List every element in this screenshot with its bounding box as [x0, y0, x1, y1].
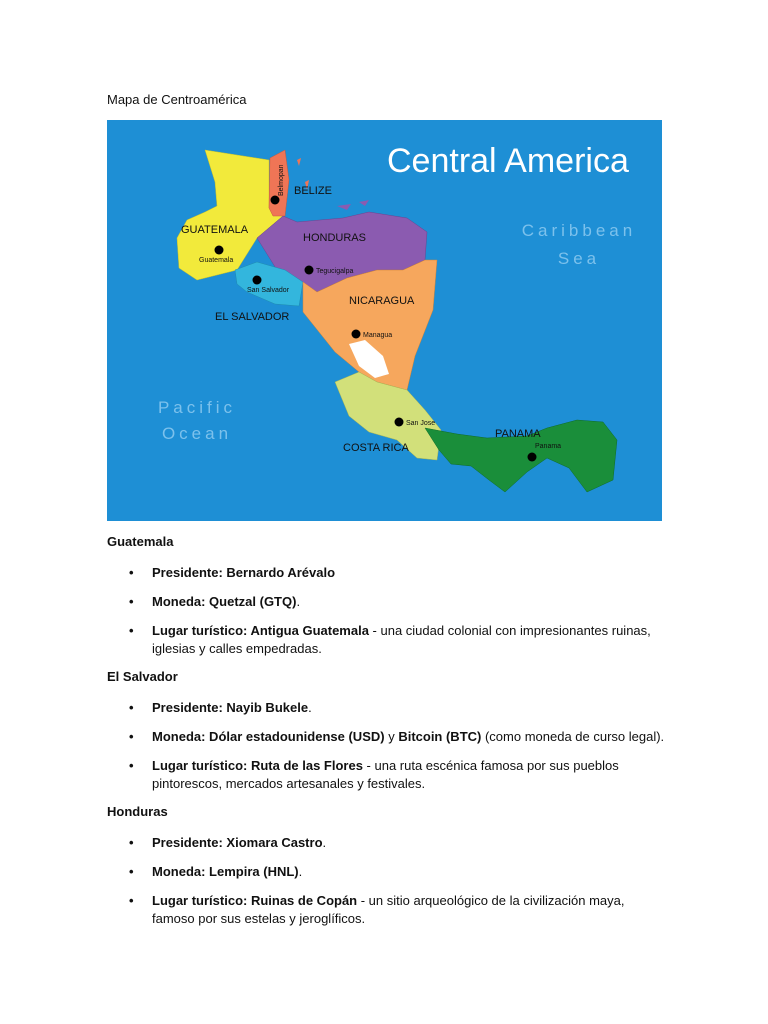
nicaragua-label: NICARAGUA — [349, 295, 415, 307]
country-heading: Honduras — [107, 804, 168, 819]
fact-label: Moneda: Dólar estadounidense (USD) — [152, 729, 385, 744]
honduras-label: HONDURAS — [303, 232, 366, 244]
bay-islands — [337, 200, 369, 210]
fact-label: Presidente: Nayib Bukele — [152, 700, 309, 715]
country-heading: El Salvador — [107, 669, 178, 684]
list-item — [107, 699, 667, 717]
page-title: Mapa de Centroamérica — [107, 92, 247, 107]
belize-label: BELIZE — [294, 185, 332, 197]
fact-label: Lugar turístico: Ruta de las Flores — [152, 758, 363, 773]
list-item — [107, 622, 667, 658]
fact-text: . — [298, 864, 303, 879]
list-item — [107, 834, 667, 852]
caribbean-label-2: Sea — [557, 249, 601, 268]
panama-city-dot — [528, 453, 537, 462]
list-item — [107, 757, 667, 793]
pacific-label-2: Ocean — [161, 424, 233, 443]
pacific-label-1: Pacific — [157, 398, 237, 417]
list-item — [107, 728, 667, 746]
caribbean-label-1: Caribbean — [521, 221, 637, 240]
panama-label: PANAMA — [495, 428, 541, 440]
fact-text: (como moneda de curso legal). — [481, 729, 665, 744]
fact-label: Presidente: Xiomara Castro — [152, 835, 323, 850]
fact-text: y — [384, 729, 399, 744]
fact-text: - una ruta escénica famosa por sus pueblos pintorescos, mercados artesanales y festivales. — [152, 758, 619, 791]
facts-list — [107, 699, 667, 793]
fact-text: . — [308, 700, 312, 715]
fact-text: . — [322, 835, 327, 850]
fact-label: Lugar turístico: Antigua Guatemala — [152, 623, 369, 638]
tegucigalpa-label: Tegucigalpa — [316, 268, 354, 275]
list-item — [107, 892, 667, 928]
el-salvador-label: EL SALVADOR — [215, 311, 290, 323]
san-jose-dot — [395, 418, 404, 427]
map-svg — [107, 120, 662, 521]
managua-label: Managua — [363, 332, 393, 339]
fact-label: Moneda: Lempira (HNL) — [152, 864, 299, 879]
list-item — [107, 564, 667, 582]
guatemala-city-dot — [215, 246, 224, 255]
panama-city-label: Panama — [535, 443, 562, 450]
fact-label: Moneda: Quetzal (GTQ) — [152, 594, 297, 609]
fact-text: . — [296, 594, 301, 609]
guatemala-city-label: Guatemala — [199, 257, 234, 264]
fact-text: - una ciudad colonial con impresionantes ruinas, iglesias y calles empedradas. — [152, 623, 651, 656]
country-heading: Guatemala — [107, 534, 174, 549]
list-item — [107, 863, 667, 881]
map-title: Central America — [387, 142, 629, 180]
facts-list — [107, 834, 667, 928]
managua-dot — [352, 330, 361, 339]
san-jose-label: San Jose — [406, 420, 436, 427]
san-salvador-dot — [253, 276, 262, 285]
facts-list — [107, 564, 667, 658]
san-salvador-label: San Salvador — [247, 287, 290, 294]
fact-label: Lugar turístico: Ruinas de Copán — [152, 893, 358, 908]
list-item — [107, 593, 667, 611]
section-el-salvador — [107, 669, 667, 804]
costa-rica-label: COSTA RICA — [343, 442, 409, 454]
fact-label-2: Bitcoin (BTC) — [398, 729, 482, 744]
section-guatemala — [107, 534, 667, 669]
belmopan-label: Belmopan — [278, 164, 285, 196]
guatemala-label: GUATEMALA — [181, 224, 249, 236]
central-america-map — [107, 120, 662, 521]
section-honduras — [107, 804, 667, 939]
tegucigalpa-dot — [305, 266, 314, 275]
fact-text: - un sitio arqueológico de la civilización maya, famoso por sus estelas y jeroglíficos. — [152, 893, 625, 926]
fact-label: Presidente: Bernardo Arévalo — [152, 565, 336, 580]
